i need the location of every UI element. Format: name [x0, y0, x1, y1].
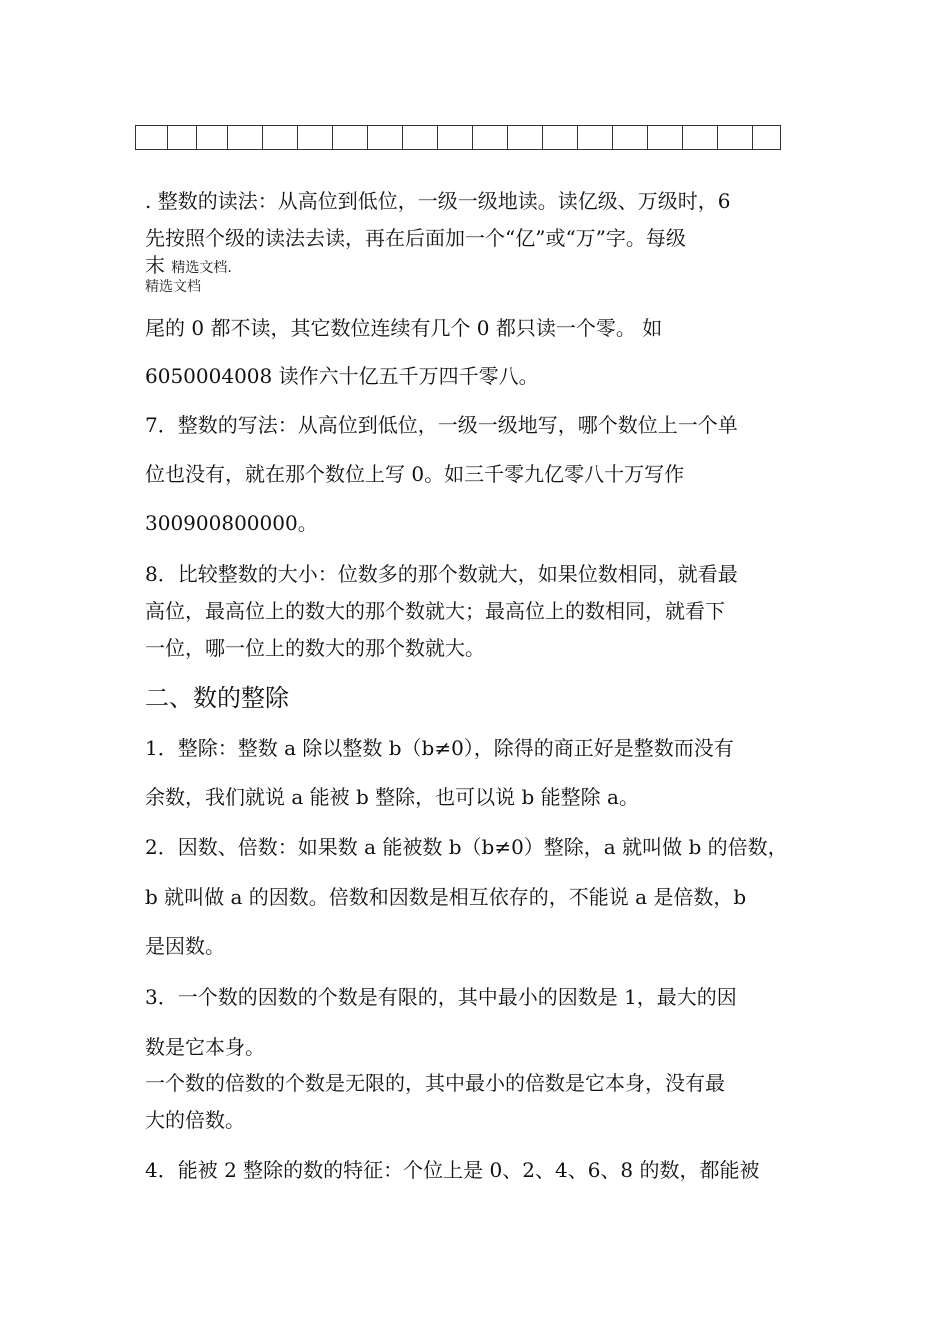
- section-heading: 二、数的整除: [145, 684, 289, 712]
- grid-cell: [136, 126, 168, 149]
- grid-cell: [683, 126, 718, 149]
- paragraph-line: 300900800000。: [145, 511, 318, 535]
- paragraph-line: . 整数的读法：从高位到低位，一级一级地读。读亿级、万级时，6: [145, 189, 731, 213]
- grid-cell: [298, 126, 333, 149]
- grid-cell: [438, 126, 473, 149]
- grid-cell: [263, 126, 298, 149]
- paragraph-line: 是因数。: [145, 934, 225, 958]
- paragraph-line: 4．能被 2 整除的数的特征：个位上是 0、2、4、6、8 的数，都能被: [145, 1158, 760, 1182]
- grid-cell: [368, 126, 403, 149]
- paragraph-line: 余数，我们就说 a 能被 b 整除，也可以说 b 能整除 a。: [145, 785, 639, 809]
- grid-cell: [718, 126, 753, 149]
- paragraph-line: [145, 253, 232, 280]
- grid-cell: [753, 126, 781, 149]
- paragraph-line: 数是它本身。: [145, 1035, 265, 1059]
- paragraph-line: 尾的 0 都不读，其它数位连续有几个 0 都只读一个零。 如: [145, 316, 663, 340]
- paragraph-line: 高位，最高位上的数大的那个数就大；最高位上的数相同，就看下: [145, 599, 725, 623]
- grid-cell: [228, 126, 263, 149]
- grid-cell: [578, 126, 613, 149]
- watermark-note: 精选文档.: [171, 260, 232, 276]
- line-text: 末: [145, 253, 165, 277]
- paragraph-line: 1．整除：整数 a 除以整数 b（b≠0），除得的商正好是整数而没有: [145, 736, 734, 760]
- paragraph-line: 2．因数、倍数：如果数 a 能被数 b（b≠0）整除，a 就叫做 b 的倍数，: [145, 835, 788, 859]
- paragraph-line: 一个数的倍数的个数是无限的，其中最小的倍数是它本身，没有最: [145, 1071, 725, 1095]
- paragraph-line: 位也没有，就在那个数位上写 0。如三千零九亿零八十万写作: [145, 462, 685, 486]
- paragraph-line: 大的倍数。: [145, 1108, 245, 1132]
- grid-cell: [333, 126, 368, 149]
- digit-grid: [135, 125, 781, 150]
- grid-cell: [473, 126, 508, 149]
- grid-cell: [403, 126, 438, 149]
- paragraph-line: 6050004008 读作六十亿五千万四千零八。: [145, 364, 539, 388]
- paragraph-line: 3．一个数的因数的个数是有限的，其中最小的因数是 1，最大的因: [145, 985, 737, 1009]
- paragraph-line: 先按照个级的读法去读，再在后面加一个“亿”或“万”字。每级: [145, 226, 686, 250]
- paragraph-line: b 就叫做 a 的因数。倍数和因数是相互依存的，不能说 a 是倍数，b: [145, 885, 747, 909]
- grid-cell: [197, 126, 228, 149]
- grid-cell: [543, 126, 578, 149]
- watermark-note: 精选文档: [145, 279, 201, 295]
- grid-cell: [508, 126, 543, 149]
- paragraph-line: 一位，哪一位上的数大的那个数就大。: [145, 636, 485, 660]
- grid-cell: [613, 126, 648, 149]
- grid-cell: [648, 126, 683, 149]
- grid-cell: [168, 126, 197, 149]
- paragraph-line: 8．比较整数的大小：位数多的那个数就大，如果位数相同，就看最: [145, 562, 738, 586]
- paragraph-line: 7．整数的写法：从高位到低位，一级一级地写，哪个数位上一个单: [145, 413, 738, 437]
